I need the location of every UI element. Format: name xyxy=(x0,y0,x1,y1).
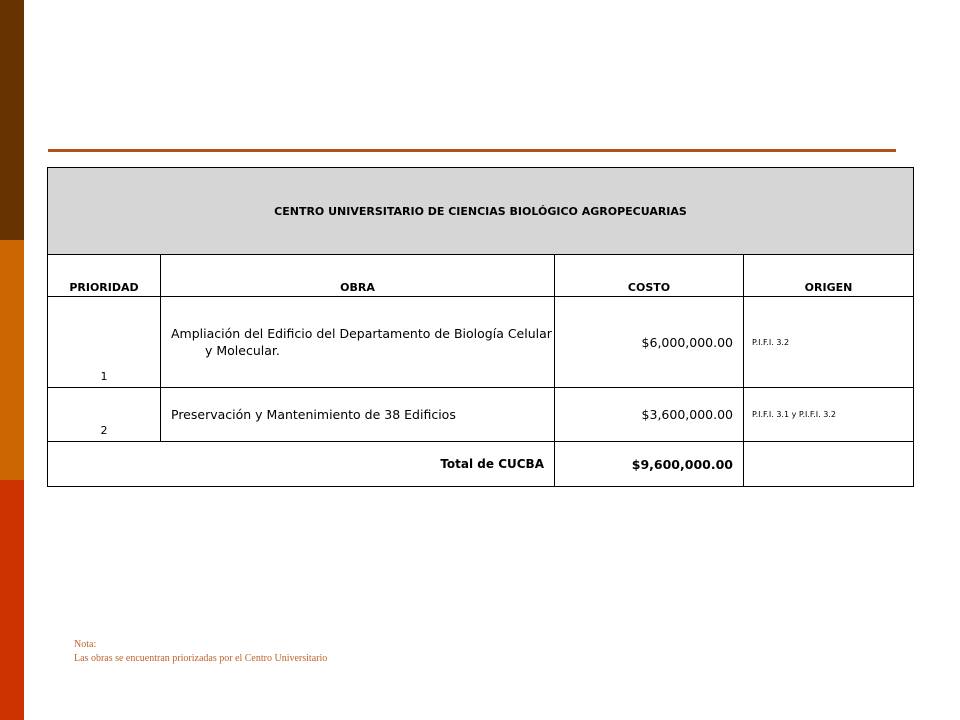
header-costo: COSTO xyxy=(555,255,744,297)
header-obra: OBRA xyxy=(161,255,555,297)
total-row xyxy=(48,442,914,487)
note-text: Las obras se encuentran priorizadas por el Centro Universitario xyxy=(74,653,328,664)
row-priority: 2 xyxy=(48,388,161,442)
row-obra-line1: Ampliación del Edificio del Departamento de Biología Celular xyxy=(171,326,552,341)
budget-table xyxy=(47,167,914,487)
note xyxy=(74,638,327,666)
row-priority: 1 xyxy=(48,297,161,388)
total-label: Total de CUCBA xyxy=(48,442,555,487)
row-obra-line1: Preservación y Mantenimiento de 38 Edificios xyxy=(171,407,456,422)
row-origen: P.I.F.I. 3.1 y P.I.F.I. 3.2 xyxy=(744,388,914,442)
row-obra xyxy=(161,388,555,442)
table-title: CENTRO UNIVERSITARIO DE CIENCIAS BIOLÓGICO AGROPECUARIAS xyxy=(48,168,914,255)
table-row xyxy=(48,388,914,442)
column-header-row xyxy=(48,255,914,297)
side-bar-middle xyxy=(0,240,24,480)
row-obra-line2: y Molecular. xyxy=(205,343,280,358)
side-bar-bottom xyxy=(0,480,24,720)
total-value: $9,600,000.00 xyxy=(555,442,744,487)
header-prioridad: PRIORIDAD xyxy=(48,255,161,297)
total-origen-empty xyxy=(744,442,914,487)
table-row xyxy=(48,297,914,388)
table-title-row xyxy=(48,168,914,255)
note-heading: Nota: xyxy=(74,639,97,650)
row-costo: $6,000,000.00 xyxy=(555,297,744,388)
row-obra xyxy=(161,297,555,388)
row-costo: $3,600,000.00 xyxy=(555,388,744,442)
horizontal-rule xyxy=(48,149,896,152)
row-origen: P.I.F.I. 3.2 xyxy=(744,297,914,388)
side-bar-top xyxy=(0,0,24,240)
header-origen: ORIGEN xyxy=(744,255,914,297)
